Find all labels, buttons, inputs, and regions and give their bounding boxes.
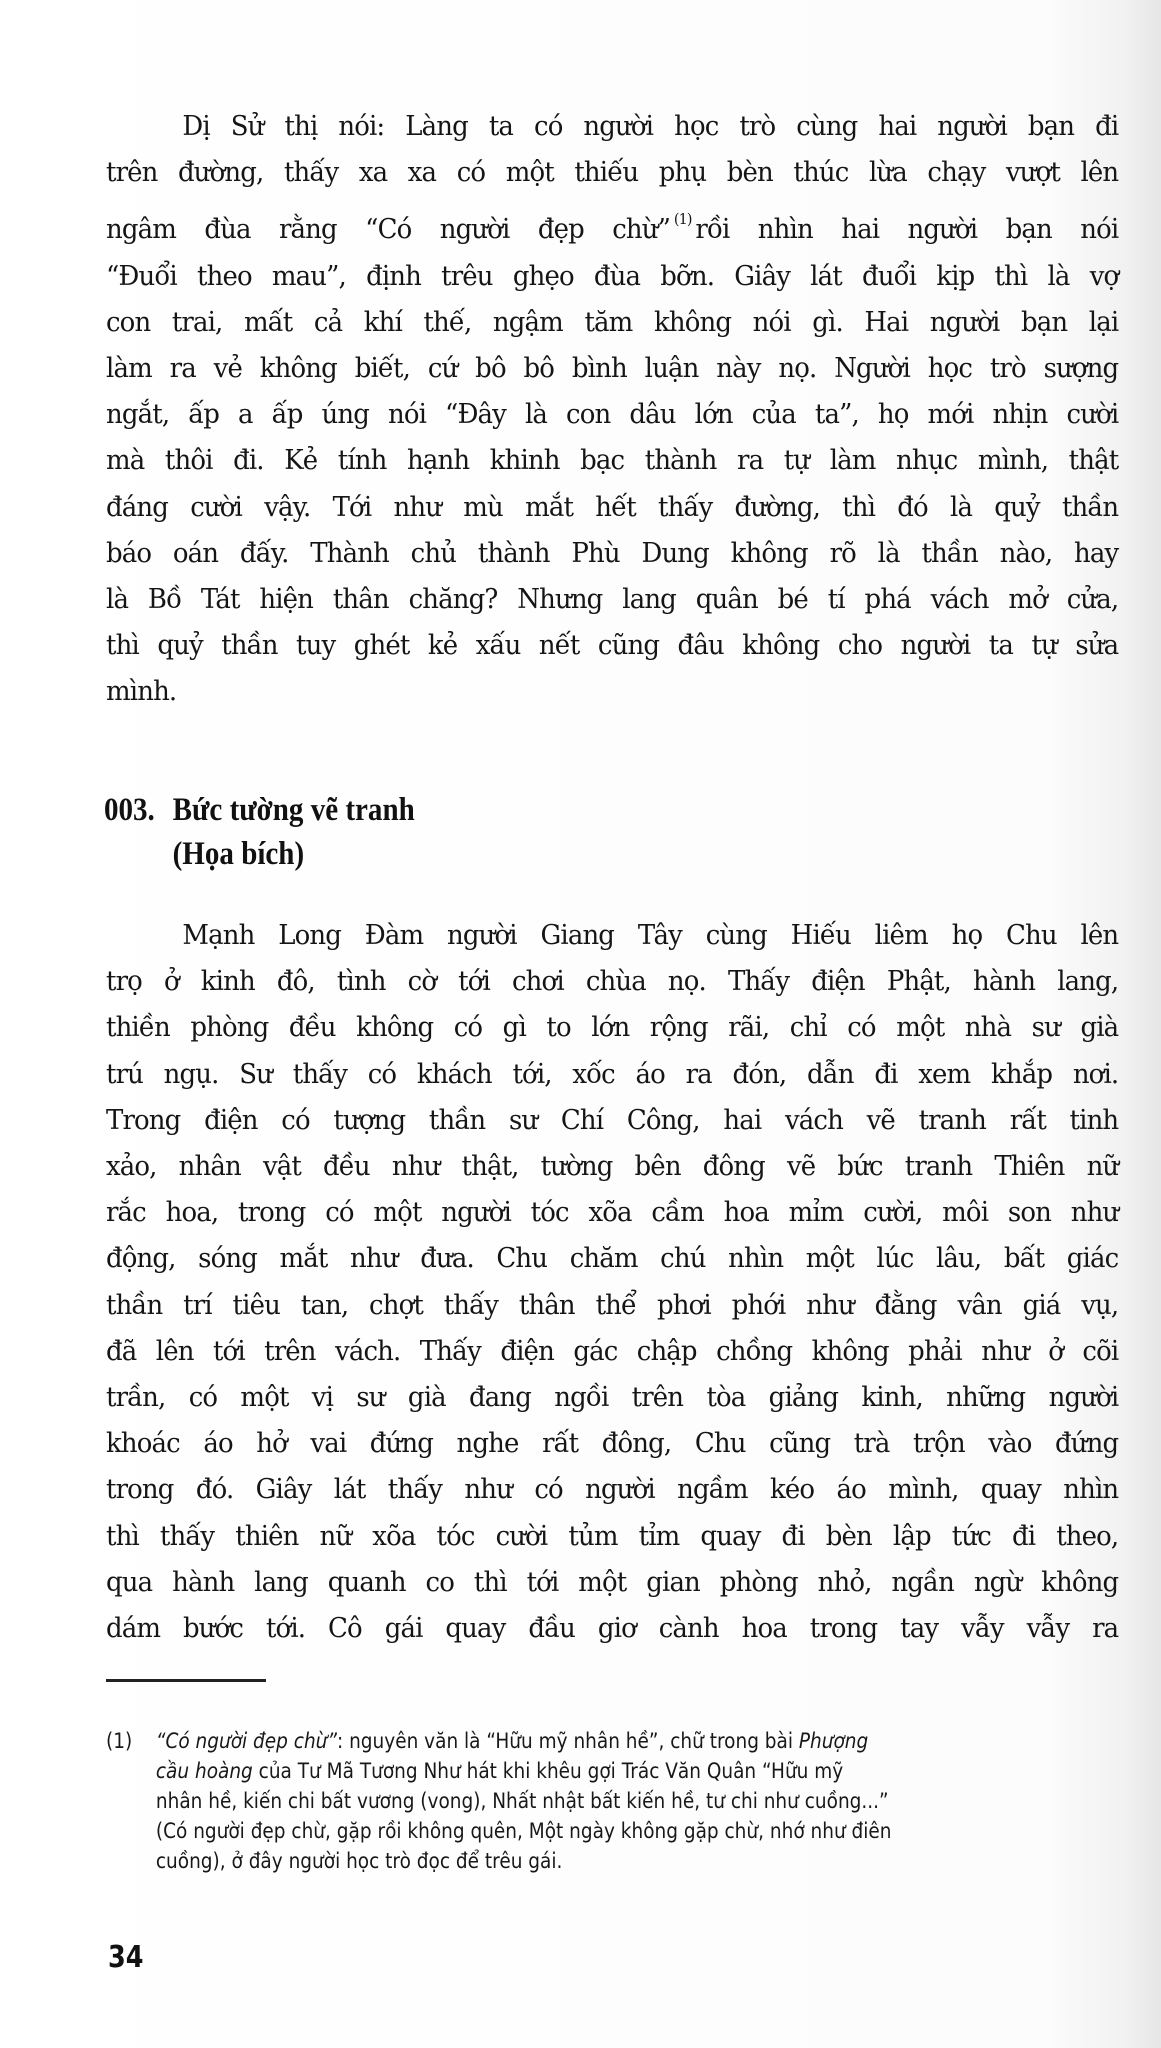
text-line: khoác áo hở vai đứng nghe rất đông, Chu cũng trà trộn vào đứng xyxy=(106,1428,1119,1460)
text-line: trên đường, thấy xa xa có một thiếu phụ bèn thúc lừa chạy vượt lên xyxy=(106,157,1119,189)
text-line: trong đó. Giây lát thấy như có người ngầm kéo áo mình, quay nhìn xyxy=(106,1474,1119,1506)
text-line: trọ ở kinh đô, tình cờ tới chơi chùa nọ. Thấy điện Phật, hành lang, xyxy=(106,966,1119,998)
footnote-reference[interactable]: (1) xyxy=(673,210,692,229)
footnote-divider xyxy=(106,1679,266,1682)
footnote-title: cầu hoàng xyxy=(155,1759,253,1784)
quoted-phrase: ngâm đùa rằng “Có người đẹp chừ” xyxy=(106,214,671,246)
text-line: mình. xyxy=(106,676,177,708)
text-line: là Bồ Tát hiện thân chăng? Nhưng lang quân bé tí phá vách mở cửa, xyxy=(106,584,1119,616)
paragraph-story xyxy=(106,913,1118,1652)
text-line: Trong điện có tượng thần sư Chí Công, hai vách vẽ tranh rất tinh xyxy=(106,1104,1119,1136)
footnote-line xyxy=(156,1757,1052,1787)
footnote-text: : nguyên văn là “Hữu mỹ nhân hề”, chữ trong bài xyxy=(336,1729,799,1754)
text-line: dám bước tới. Cô gái quay đầu giơ cành hoa trong tay vẫy vẫy ra xyxy=(106,1613,1119,1645)
text-fragment: rồi nhìn hai người bạn nói xyxy=(695,214,1119,246)
text-line: trú ngụ. Sư thấy có khách tới, xốc áo ra đón, dẫn đi xem khắp nơi. xyxy=(106,1058,1119,1090)
paragraph-commentary xyxy=(106,104,1118,716)
text-line: trần, có một vị sư già đang ngồi trên tòa giảng kinh, những người xyxy=(106,1382,1119,1414)
story-number: 003. xyxy=(104,792,155,828)
page-number: 34 xyxy=(108,1940,144,1975)
text-line: thì thấy thiên nữ xõa tóc cười tủm tỉm quay đi bèn lập tức đi theo, xyxy=(106,1520,1119,1552)
text-line: Dị Sử thị nói: Làng ta có người học trò cùng hai người bạn đi xyxy=(182,111,1119,142)
text-line: thiền phòng đều không có gì to lớn rộng rãi, chỉ có một nhà sư già xyxy=(106,1012,1119,1044)
footnote-body xyxy=(106,1727,1052,1877)
footnote-line xyxy=(156,1727,1052,1757)
footnote-title: Phượng xyxy=(798,1729,869,1754)
story-title: Bức tường vẽ tranh xyxy=(172,792,415,828)
footnote-mark: (1) xyxy=(106,1729,133,1754)
text-line-with-footnote xyxy=(106,196,1118,253)
text-line: đáng cười vậy. Tới như mù mắt hết thấy đường, thì đó là quỷ thần xyxy=(106,491,1119,523)
footnote-line: nhân hề, kiến chi bất vương (vong), Nhất nhật bất kiến hề, tư chi như cuồng...” xyxy=(155,1789,889,1814)
text-line: con trai, mất cả khí thế, ngậm tăm không nói gì. Hai người bạn lại xyxy=(106,306,1119,338)
text-line: xảo, nhân vật đều như thật, tường bên đông vẽ bức tranh Thiên nữ xyxy=(106,1151,1119,1183)
text-line: báo oán đấy. Thành chủ thành Phù Dung không rõ là thần nào, hay xyxy=(106,537,1119,569)
footnote-line: cuồng), ở đây người học trò đọc để trêu gái. xyxy=(155,1849,563,1874)
story-heading xyxy=(104,788,415,876)
text-line: rắc hoa, trong có một người tóc xõa cầm hoa mỉm cười, môi son như xyxy=(106,1197,1119,1229)
story-subtitle: (Họa bích) xyxy=(172,836,305,872)
text-line: đã lên tới trên vách. Thấy điện gác chập chồng không phải như ở cõi xyxy=(106,1335,1119,1367)
text-line: “Đuổi theo mau”, định trêu ghẹo đùa bỡn. Giây lát đuổi kịp thì là vợ xyxy=(106,260,1119,292)
text-line: qua hành lang quanh co thì tới một gian phòng nhỏ, ngần ngừ không xyxy=(106,1566,1119,1598)
text-line: Mạnh Long Đàm người Giang Tây cùng Hiếu liêm họ Chu lên xyxy=(182,920,1119,951)
footnote-line: (Có người đẹp chừ, gặp rồi không quên, Một ngày không gặp chừ, nhớ như điên xyxy=(155,1819,892,1844)
footnote-term: “Có người đẹp chừ” xyxy=(155,1729,337,1754)
footnote-text: của Tư Mã Tương Như hát khi khêu gợi Trác Văn Quân “Hữu mỹ xyxy=(252,1759,844,1784)
text-line: làm ra vẻ không biết, cứ bô bô bình luận này nọ. Người học trò sượng xyxy=(106,353,1119,385)
text-line: thì quỷ thần tuy ghét kẻ xấu nết cũng đâu không cho người ta tự sửa xyxy=(106,630,1119,662)
footnote xyxy=(106,1727,1052,1877)
text-line: mà thôi đi. Kẻ tính hạnh khinh bạc thành ra tự làm nhục mình, thật xyxy=(106,445,1119,477)
text-line: thần trí tiêu tan, chợt thấy thân thể phơi phới như đằng vân giá vụ, xyxy=(106,1289,1119,1321)
text-line: ngắt, ấp a ấp úng nói “Đây là con dâu lớn của ta”, họ mới nhịn cười xyxy=(106,399,1119,431)
text-line: động, sóng mắt như đưa. Chu chăm chú nhìn một lúc lâu, bất giác xyxy=(106,1243,1119,1275)
